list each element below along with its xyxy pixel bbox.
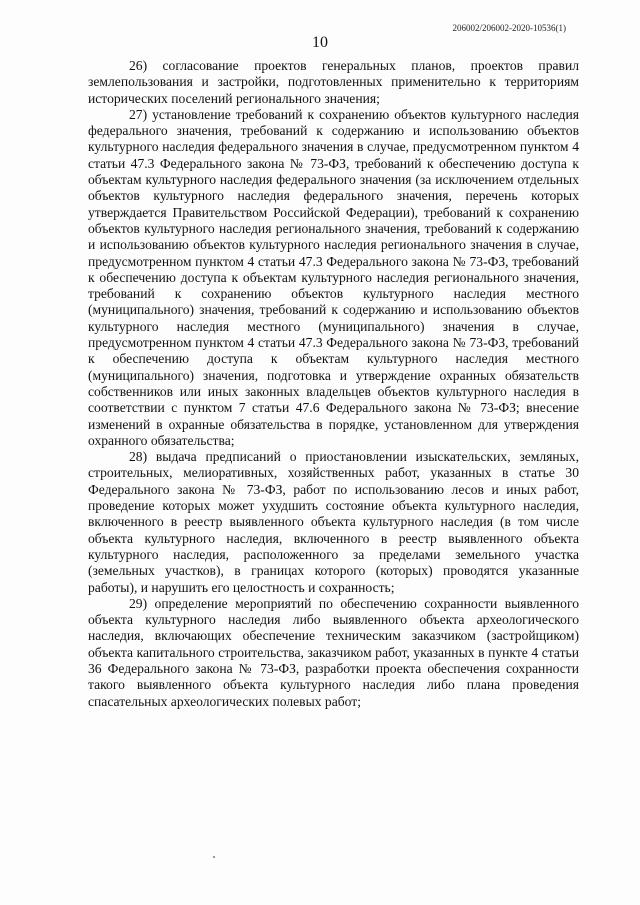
scan-speck xyxy=(213,856,215,858)
paragraph-27: 27) установление требований к сохранению объектов культурного наследия федерального значения, требований к содержанию и использованию объектов культурного наследия федерального значения в случае, предусмотренном пунктом 4 статьи 47.3 Федерального закона № 73-ФЗ, требований к обеспечению доступа к объектам культурного наследия федерального значения (за исключением отдельных объектов культурного наследия федерального значения, перечень которых утверждается Правительством Российской Федерации), требований к сохранению объектов культурного наследия регионального значения, требований к содержанию и использованию объектов культурного наследия регионального значения в случае, предусмотренном пунктом 4 статьи 47.3 Федерального закона № 73-ФЗ, требований к обеспечению доступа к объектам культурного наследия регионального значения, требований к сохранению объектов культурного наследия местного (муниципального) значения, требований к содержанию и использованию объектов культурного наследия местного (муниципального) значения в случае, предусмотренном пунктом 4 статьи 47.3 Федерального закона № 73-ФЗ, требований к обеспечению доступа к объектам культурного наследия местного (муниципального) значения, подготовка и утверждение охранных обязательств собственников или иных законных владельцев объектов культурного наследия в соответствии с пунктом 7 статьи 47.6 Федерального закона № 73-ФЗ; внесение изменений в охранные обязательства в порядке, установленном для утверждения охранного обязательства; xyxy=(88,106,579,448)
paragraph-28: 28) выдача предписаний о приостановлении изыскательских, земляных, строительных, мелиоративных, хозяйственных работ, указанных в статье 30 Федерального закона № 73-ФЗ, работ по использованию лесов и иных работ, проведение которых может ухудшить состояние объекта культурного наследия, включенного в реестр выявленного объекта культурного наследия (в том числе объекта культурного наследия, включенного в реестр выявленного объекта культурного наследия, расположенного за пределами земельного участка (земельных участков), в границах которого (которых) проводятся указанные работы), и нарушить его целостность и сохранность; xyxy=(88,449,579,595)
paragraph-26: 26) согласование проектов генеральных планов, проектов правил землепользования и застройки, подготовленных применительно к территориям исторических поселений регионального значения; xyxy=(88,58,579,106)
document-body xyxy=(88,58,579,710)
paragraph-29: 29) определение мероприятий по обеспечению сохранности выявленного объекта культурного наследия либо выявленного объекта археологического наследия, включающих обеспечение техническим заказчиком (застройщиком) объекта капитального строительства, заказчиком работ, указанных в пункте 4 статьи 36 Федерального закона № 73-ФЗ, разработки проекта обеспечения сохранности такого выявленного объекта культурного наследия либо плана проведения спасательных археологических полевых работ; xyxy=(88,595,579,709)
page-number: 10 xyxy=(312,34,328,51)
document-id: 206002/206002-2020-10536(1) xyxy=(452,23,566,33)
